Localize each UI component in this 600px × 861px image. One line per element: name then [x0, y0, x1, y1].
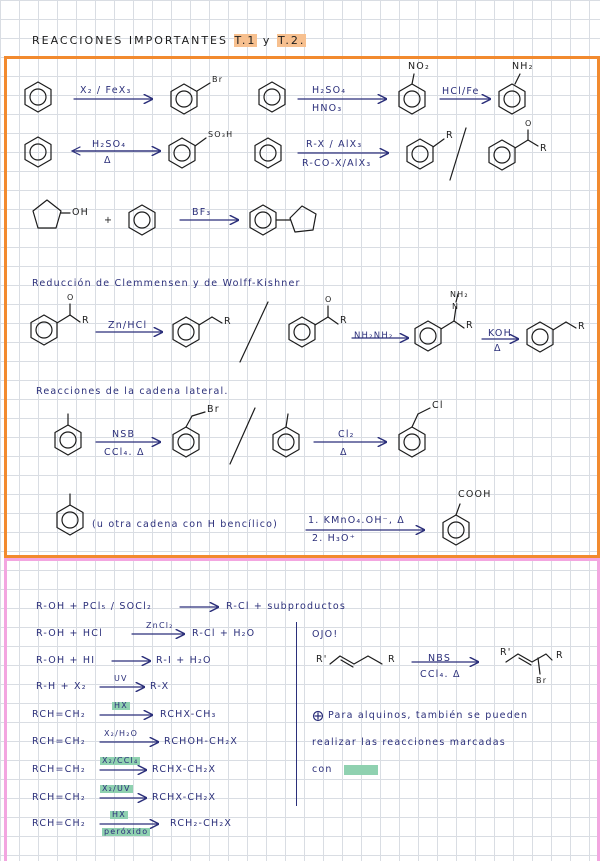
substituent-br: Br [212, 75, 224, 84]
rx-hx-right: RCHX-CH₃ [160, 709, 217, 720]
carbonyl-o: O [525, 119, 533, 128]
rx-peroxide-right: RCH₂-CH₂X [170, 818, 233, 829]
title-main: REACCIONES IMPORTANTES [32, 34, 228, 47]
toluene-ring [273, 427, 299, 457]
title-t2: T.2. [277, 34, 306, 47]
benzoic-acid-ring [443, 515, 469, 545]
ojo-label: OJO! [312, 629, 339, 640]
rx-uv-halide-cond: X₂/UV [102, 784, 131, 793]
rx-radical-right: R-X [150, 681, 170, 692]
rx-dihalide-cond: X₂/CCl₄ [102, 756, 139, 765]
cond-hydrazine: NH₂NH₂ [354, 331, 394, 341]
rx-halohydrin-right: RCHOH-CH₂X [164, 736, 239, 747]
benzene-ring [129, 205, 155, 235]
benzene-ring [25, 137, 51, 167]
substituent-r: R [466, 320, 474, 331]
cond-chlorination-top: Cl₂ [338, 429, 355, 440]
cond-bromination-top: NSB [112, 429, 136, 440]
nitrobenzene-ring [399, 84, 425, 114]
rx-uv-halide-right: RCHX-CH₂X [152, 792, 217, 803]
cond-reduction: HCl/Fe [442, 86, 480, 97]
rx-halohydrin-cond: X₂/H₂O [104, 729, 139, 738]
rx-alcohol-hcl-right: R-Cl + H₂O [192, 628, 256, 639]
heading-side-chain: Reacciones de la cadena lateral. [36, 386, 229, 397]
cond-nitration-bottom: HNO₃ [312, 103, 343, 114]
title-y: y [262, 34, 272, 47]
cond-nitration-top: H₂SO₄ [312, 85, 347, 96]
rx-radical-cond: UV [114, 674, 128, 683]
substituent-r: R [340, 315, 348, 326]
rx-alcohol-hcl-cond: ZnCl₂ [146, 621, 174, 630]
cond-friedel-crafts-top: R-X / AlX₃ [306, 139, 363, 150]
benzene-ring [259, 82, 285, 112]
hydrazone-ring [415, 321, 441, 351]
rx-peroxide-cond-top: HX [112, 810, 126, 819]
aryl-ketone-ring [289, 317, 315, 347]
hydrazone-nh2: NH₂ [450, 290, 469, 299]
substituent-br: Br [207, 404, 220, 415]
plus-sign: + [104, 215, 114, 226]
rx-hx-cond: HX [114, 701, 128, 710]
hydrazone-n: N [452, 302, 460, 311]
note-alkynes-line3: con [312, 764, 333, 775]
rx-alcohol-hi-right: R-I + H₂O [156, 655, 212, 666]
alkylbenzene-ring [407, 139, 433, 169]
substituent-r-prime: R' [500, 647, 512, 658]
benzyl-bromide-ring [173, 427, 199, 457]
note-benzylic-h: (u otra cadena con H bencílico) [92, 519, 279, 530]
cond-oxidation-bottom: 2. H₃O⁺ [312, 533, 356, 544]
carbonyl-o: O [325, 295, 333, 304]
allylic-bromide-chain [506, 654, 552, 662]
rx-alcohol-pcl5-right: R-Cl + subproductos [226, 601, 347, 612]
title-t1: T.1 [234, 34, 257, 47]
cond-bromination-bottom: CCl₄. Δ [104, 447, 145, 458]
cond-sulfonation-top: H₂SO₄ [92, 139, 127, 150]
rx-dihalide-right: RCHX-CH₂X [152, 764, 217, 775]
carbonyl-o: O [67, 293, 75, 302]
toluene-ring [55, 425, 81, 455]
cond-wolff-top: KOH [488, 328, 512, 339]
note-alkynes-line2: realizar las reacciones marcadas [312, 737, 506, 748]
benzene-ring [255, 138, 281, 168]
substituent-r: R [578, 321, 586, 332]
substituent-cl: Cl [432, 400, 444, 411]
rx-alcohol-hi-left: R-OH + HI [36, 655, 96, 666]
sulfonic-acid-ring [169, 138, 195, 168]
substituent-no2: NO₂ [408, 61, 430, 72]
allylic-chain [330, 656, 382, 664]
acylbenzene-ring [489, 140, 515, 170]
ojo-cond-top: NBS [428, 653, 452, 664]
heading-clemmensen: Reducción de Clemmensen y de Wolff-Kishner [32, 278, 301, 289]
cond-sulfonation-bottom: Δ [104, 155, 112, 166]
substituent-r: R [540, 143, 548, 154]
substituent-r: R [224, 316, 232, 327]
substituent-br: Br [536, 676, 548, 685]
cond-clemmensen: Zn/HCl [108, 320, 148, 331]
rx-alcohol-pcl5-left: R-OH + PCl₅ / SOCl₂ [36, 601, 152, 612]
cond-friedel-crafts-bottom: R-CO-X/AlX₃ [302, 158, 372, 169]
hydroxyl-label: OH [72, 207, 90, 218]
substituent-so3h: SO₃H [208, 130, 234, 139]
cond-oxidation-top: 1. KMnO₄.OH⁻, Δ [308, 515, 406, 526]
cond-chlorination-bottom: Δ [340, 447, 348, 458]
rx-halohydrin-left: RCH=CH₂ [32, 736, 86, 747]
toluene-ring [57, 505, 83, 535]
cond-halogenation: X₂ / FeX₃ [80, 85, 132, 96]
aryl-ketone-ring [31, 315, 57, 345]
benzene-ring [25, 82, 51, 112]
aniline-ring [499, 84, 525, 114]
rx-alcohol-hcl-left: R-OH + HCl [36, 628, 103, 639]
substituent-r: R [82, 315, 90, 326]
alkylbenzene-ring [173, 317, 199, 347]
substituent-r: R [556, 650, 564, 661]
green-highlight-swatch [344, 765, 378, 775]
substituent-r: R [446, 130, 454, 141]
bromobenzene-ring [171, 84, 197, 114]
rx-peroxide-cond-bottom: peróxido [104, 827, 149, 836]
phenylcyclopentane-ring [250, 205, 276, 235]
rx-peroxide-left: RCH=CH₂ [32, 818, 86, 829]
substituent-r-prime: R' [316, 654, 328, 665]
ojo-cond-bottom: CCl₄. Δ [420, 669, 461, 680]
note-alkynes-line1: Para alquinos, también se pueden [328, 710, 529, 721]
rx-hx-left: RCH=CH₂ [32, 709, 86, 720]
cyclopentanol-ring [33, 200, 61, 228]
rx-uv-halide-left: RCH=CH₂ [32, 792, 86, 803]
benzyl-chloride-ring [399, 427, 425, 457]
alkylbenzene-ring [527, 322, 553, 352]
cond-wolff-bottom: Δ [494, 343, 502, 354]
substituent-nh2: NH₂ [512, 61, 534, 72]
rx-radical-left: R-H + X₂ [36, 681, 87, 692]
cond-bf3: BF₃ [192, 207, 212, 218]
substituent-cooh: COOH [458, 489, 492, 500]
rx-dihalide-left: RCH=CH₂ [32, 764, 86, 775]
substituent-r: R [388, 654, 396, 665]
